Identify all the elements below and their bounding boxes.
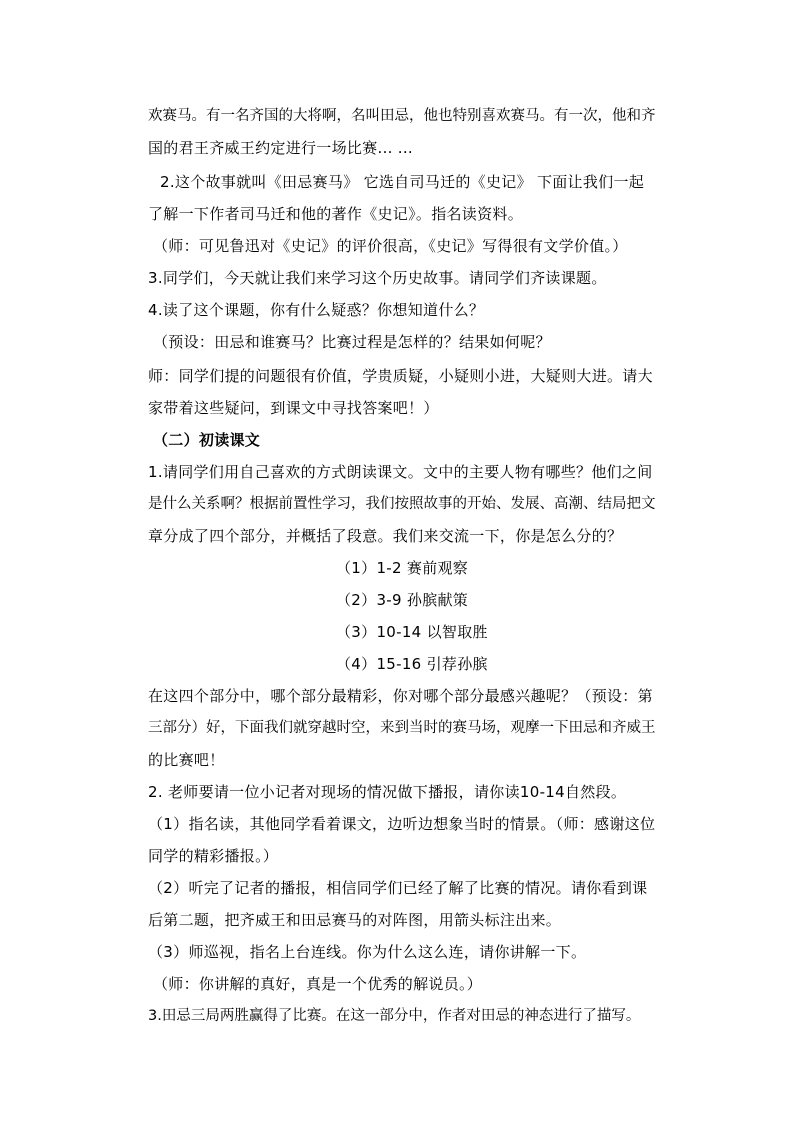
paragraph-line: 家带着这些疑问，到课文中寻找答案吧！）: [148, 399, 439, 417]
paragraph-line: 在这四个部分中，哪个部分最精彩，你对哪个部分最感兴趣呢？（预设：第: [148, 687, 653, 705]
paragraph-line: （师：你讲解的真好，真是一个优秀的解说员。）: [153, 975, 483, 993]
paragraph-line: 了解一下作者司马迁和他的著作《史记》。指名读资料。: [148, 205, 524, 223]
paragraph-line: 三部分）好，下面我们就穿越时空，来到当时的赛马场，观摩一下田忌和齐威王: [148, 720, 656, 736]
outline-item: （1）1-2 赛前观察: [336, 559, 469, 577]
paragraph-line: （师：可见鲁迅对《史记》的评价很高，《史记》写得很有文学价值。）: [153, 237, 628, 255]
outline-item: （4）15-16 引荐孙膑: [336, 655, 488, 673]
paragraph-line: 章分成了四个部分，并概括了段意。我们来交流一下，你是怎么分的？: [148, 527, 623, 545]
paragraph-line: 3.田忌三局两胜赢得了比赛。在这一部分中，作者对田忌的神态进行了描写。: [148, 1008, 641, 1024]
paragraph-line: 欢赛马。有一名齐国的大将啊，名叫田忌，他也特别喜欢赛马。有一次，他和齐: [148, 108, 656, 124]
outline-item: （3）10-14 以智取胜: [336, 623, 488, 641]
paragraph-line: 4.读了这个课题，你有什么疑惑？你想知道什么？: [148, 301, 485, 319]
section-heading: （二）初读课文: [153, 431, 261, 449]
paragraph-line: 3.同学们，今天就让我们来学习这个历史故事。请同学们齐读课题。: [148, 269, 607, 287]
paragraph-line: 师：同学们提的问题很有价值，学贵质疑，小疑则小进，大疑则大进。请大: [148, 367, 653, 385]
paragraph-line: （预设：田忌和谁赛马？比赛过程是怎样的？结果如何呢？: [153, 333, 551, 351]
paragraph-line: 2. 老师要请一位小记者对现场的情况做下播报，请你读10-14自然段。: [148, 783, 627, 801]
paragraph-line: 同学的精彩播报。）: [148, 847, 279, 865]
paragraph-line: 2.这个故事就叫《田忌赛马》 它选自司马迁的《史记》 下面让我们一起: [160, 173, 645, 191]
paragraph-line: （2）听完了记者的播报，相信同学们已经了解了比赛的情况。请你看到课: [148, 879, 648, 897]
outline-item: （2）3-9 孙膑献策: [336, 591, 469, 609]
paragraph-line: 的比赛吧！: [148, 751, 225, 769]
paragraph-line: 国的君王齐威王约定进行一场比赛... ...: [148, 139, 413, 157]
paragraph-line: （1）指名读，其他同学看着课文，边听边想象当时的情景。（师：感谢这位: [148, 815, 656, 833]
paragraph-line: （3）师巡视，指名上台连线。你为什么这么连，请你讲解一下。: [148, 943, 587, 961]
paragraph-line: 是什么关系啊？根据前置性学习，我们按照故事的开始、发展、高潮、结局把文: [148, 496, 656, 512]
paragraph-line: 1.请同学们用自己喜欢的方式朗读课文。文中的主要人物有哪些？他们之间: [148, 463, 653, 481]
paragraph-line: 后第二题，把齐威王和田忌赛马的对阵图，用箭头标注出来。: [148, 911, 562, 929]
